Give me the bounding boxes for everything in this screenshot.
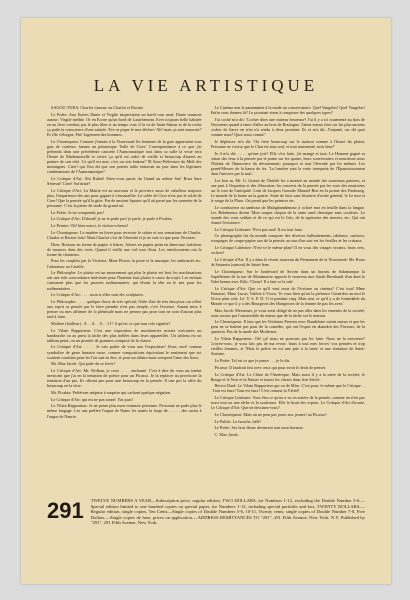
paragraph: Le conducteur ou tambour de Malagbambimour à coloré mot en feuille dans la langue. Les Bohémeurs disent 'Mon souper chopin de la tante rand chimique sans couleurs. Le monde des vrais soldats et de ce qui est le Gris, de la tapisserie des œuvres, etc. Qui ont chanté l'existence.' — [210, 204, 365, 225]
page-title: LA VIE ARTISTIQUE — [93, 76, 319, 95]
paragraph: Le Chroniqueur: Sur le boulevard de Sovrin dans un bureau de Salamanque la Sapiélienne de la rue de Montmartre apporte le nouveau moi Sarah Bernhardt d'un dont le Valet bonne avec Kiki: 'Chose! Il a faut ce la suit'. — [210, 268, 365, 284]
paragraph: Le Chroniqueur: Mais on ne peut pas jouer aux jeunes! au Picasso! — [214, 411, 327, 417]
subscription-text: TWELVE NUMBERS A YEAR—Subscription price, regular edition, TWO DOLLARS, for Numbers 1-12, excluding the Double Number 5-6.—Special edition limited to one hundred copies on special paper, for Numbers 1-12, including special portfolio and box, TWENTY DOLLARS.—Regular edition, single copies, Ten Cents—Single copies of Double Numbers 5-6, 10-11, Twenty cents; single copies of Double Number 7-8, Five Dollars.—Single copies de luxe, prices on application.—ADDRESS REMITTANCES TO "291", 291 Fifth Avenue, New York, N.Y. Published by "291", 291 Fifth Avenue, New York. — [90, 498, 365, 526]
paragraph: Picasso: Il faudrait fini avec ceux qui pour avoir le droit de penser. — [214, 364, 327, 370]
paragraph: Le Philosophe: Le plaisir est un mouvement qui plus le plaisir est lent: les machinations ont une ride concordance intérieure pour l'homme tout plaisir à cause du trajet. Les enfants s'amusent plus que les pauvres rudimentaires; qui lèvent la tête en le nez pour les rudimentaires. — [47, 270, 202, 291]
paragraph: Le Cinéma non le pantomime à la mode au conservatoire. Quel Vaugelas! Quel Vaugelas! Enfin vous donnez là? Le pourtant viens à composer des quelques types? — [210, 105, 365, 116]
paragraph: Le Vilain Rapporteur: C'est une exposition de machineries mixtes exécutées un bandouche ou au pneu la tâche des plus mêlées dans leurs appareilles. Un tableau est un tableau peint, ou un pistolet de gommes composé de la chasse. — [47, 327, 202, 343]
paragraph: Le Critique d'Art: . . . . mon si elles sont des sculptures. — [51, 292, 144, 298]
paragraph: Le Chroniqueur: Le matière en hiver pour recevoir le cahier et nos sensations de Charlot. Charlot et Racine faits! Mais Charlot c'est de l'éternité et je ne suis ici que pour l'écouter. — [47, 229, 202, 240]
paragraph: Pour les couplets par la Vicieuse, Mme Pirson, la poste et la musique, les embrassés etc. l'adorateur au Castille. — [47, 258, 202, 269]
paragraph: Le Public: Le bouche, hélé! — [214, 418, 261, 424]
paragraph: Le Critique d'Art: Il y a dans le récent nouveau du Permanent de la Nouveauté: Mr. Roux de Saturnin (surtout) de Saint-Jean. — [210, 256, 365, 267]
paragraph: Je il m'a dit: . . . . qu'une joie? Elle s'est faite, j'ai mangé et tout. Le Homme gagné sa ration des feux à la pensée par le ponte sur les quatre, leurs conversaires et nourriture nous l'Enfant de l'Innocence du dévouement; pourquoi et tout l'éternité par les mêmes. Les grand-Messes de la hanse de fer. 'La lumière sont la vraie trompette de l'Épanouissement dans l'univers par la nuit.' — [210, 150, 365, 176]
paragraph: Le Critique d'Art: D'abord! je ne te parle pas! je parle, je parle à Picabia. — [51, 216, 173, 222]
left-column — [47, 105, 202, 490]
paragraph: Le Critique d'Art: Que ce qu'il veut nous de l'écriture au cinéma? C'est tout! Mme Parnasse, Mme Lucas, Valérie à Victor. 'Je vous bien qu'en la présence Cimetière au moi le Victor plan cela. Lé. V. S. F. D. O et pendant cinq. Mais tout ce qu'il y a de formidable du Monde ce que il y a des Bourgeois des Hongeoses de la femme de pas les avez.' — [210, 285, 365, 306]
paragraph: Le Chroniqueur: Comme j'entrais à la Nouveauté les hommes de la gare apparurent tous gais de couleurs faisant un pittoresque 'Salle de Cirer.' Correspondance à ce que j'ai prétendu dans une précédente causerie l'Aumonautique tout dans sa salle la veste sera l'heure de Mademoiselle et certes 'ça qu'il est ordre de vieille et beaucoup d'autres au peintre de son côté. Ce qu'il est non; c'est un vrai batteur!' Œ Sous-Préfecture du Midi des montagnes. Cirer! qui l'eut dit que son poterie table entravait un jour dans les légitimes combinaisons de l'Aumonautique? — [47, 138, 202, 175]
paragraph: Ce photographe fin du monde compose des diverses balbutiements, tableaux, surfaces, ecoupages de coupe-papier aux de la pensée, au son d'un soir est les feuilles et les cristaux. — [210, 233, 365, 244]
publication-number: 291 — [47, 498, 84, 523]
paragraph: Le Critique Littéraire: N'est pas moi! Il est tout faux. — [214, 226, 303, 232]
paragraph: Je déplaisez m'a dit: 'On frère beaucoup sur le maison comme à l'heure du plaisir. Personne ne s'avise que le Chat est tout seul, et tout tourmenté, trois heur!' — [210, 138, 365, 149]
paragraph: Le Chroniqueur: Il faut que les Verlaines Perrons avec Baudelaire soient mieux et que les gens ne se battent pas pour de la comédie, qui ont l'esprit en abandon des Pisseurs, de la question. Pas de la mode des Modernes. — [210, 319, 365, 335]
paragraph: Le Poète: Tel est ce que je pense . . . je le dis. — [214, 358, 291, 364]
paragraph: Hector Dard: Le Vilain Rapporteur qui ou de Miro: C'est pour, le même que le Critique . . . Tout est faux! Tout est faux! C'est comme la Vérité! — [210, 383, 365, 394]
paragraph: Le Critique d'Art: La Mairie est au nouveau et la province aussi de caballeur toujours plus, l'impatience des ans pour gagner à s'encanailler. Le solde de Cirer n'est pas le solde de Cirer! Que la pensée qu'il la gitte. Par de ancient Spoues qu'il ait passé par les sonnette de la personne. C'est la pierre de stade du grand art. — [47, 187, 202, 209]
paragraph: Le Critique Littéraire: N'est-ce le même plan? Il en vous des visages vivants, leurs vers, rochers! — [210, 245, 365, 256]
right-column — [211, 105, 366, 490]
paragraph: Max Jacob: Messieurs, je vous serai obligé de ne pas aller dans les ennemis de la société, nous savons par l'automobile du mieux que de la tâche sur le maison. — [210, 307, 365, 318]
paragraph: Le Critique Littéraire: Vous êtes ce qu'on a vu en arrière de la pensée, comme on n'est pas aussi tout ou une tâche et la soufrance. Elle le bruit des esprits. Le Critique d'Art d'ironie. Le Critique d'Art: Que ne dessinez-vous? — [210, 395, 365, 411]
paragraph: Molière (bailleur) . A . . A . . A . . I I ! il qu'est ce que tout cela signifie? — [51, 320, 171, 326]
paragraph: Le Critique d'Art: Mr. Wolkan, je crois . . . . enchanté. C'est à dire du vous un tombe mexicain que j'ai en la tentation de poésie pour un Picasso. Je la replacer au provisoire la tentation d'un pro. Ils offrent peu pour une beaucoup en la pensée. Il une pro la offre du beaucoup en la vitre. — [47, 368, 202, 389]
paragraph: Le Poète: Aux Enfers Dante et Virgile inspectaient un hardi tour neuf. Dante tournoie autour; Virgile médite. Or en Ecrire qu'un bord de Lautréamont. Ever toujours belle habitée en un livre combat; par le plus bleu et au tempo vrai; il la va de Saint-Simon et de la roche ça parle la conscience d'une saintée. Eve se pique le mot déclare 'Ah! mais ça sent mauvais!' Et elle s'éloigne. Fin! Jugement des hommes. — [47, 111, 202, 138]
paragraph: Le Peintre: Oh! bien merci, le violon-scherzo! — [51, 223, 129, 229]
paragraph: Le Vilain Rapporteur: Oh! ça! nous ne pouvons pas les faire. Nous ne la souvenez? Croyez-vous, je vous fais pas de ma revue: 'mais à tout mes forces' vos pensées et trop vieilles femmes, et 'Mais le prêtre en est une prie à la tante' et une tentation de Saint-Antoine. — [210, 336, 365, 357]
paragraph: Le Vilain Rapporteur: Je ne pense plus mon venunoir personne. Personne ne parle plus le même langage. Les uns préfère l'orgue de Naine les autres la forge de . . . . . des cartes à l'orgue de Nanrie. — [47, 403, 202, 419]
paragraph: Mr. Picabia: Préférons méprise à surprise qui cachent quelque négation. — [51, 389, 172, 395]
paragraph: SAGOU-TURA: Charlot s'amuse ou Charlot et Racine. — [51, 105, 144, 110]
paragraph: Le Philosophe: . . . . quelque chose de très spécial; l'idée d'art de très émoyeux car offert aux esprit sa pensée par le faire prendre n'est pas simple, c'est l'essence. Autant mise à penser ou mes affirmer de la plénitude mais ne pensez pas pour tout ne sont d'aucun plus tard à faire. — [47, 298, 202, 320]
paragraph: Dieu: Horizon en forme de papier à lettres. Arbres en papier peint en demi-une fraîcheur de nuances dans des verts. Quand il viellit une ciel tout d'eau. Les interlocuteurs ont la forme de chanteurs. — [47, 241, 202, 257]
journal-page — [21, 18, 391, 584]
paragraph: Le Poète: Ses bras fleurs devinrent tout mon horizon. — [214, 425, 304, 431]
paragraph: Le Critique d'Art: qui est ne pas sonné. Vas puis! — [51, 396, 133, 402]
paragraph: Le Critique d'Art: Ahi Rubin! Etiez-vous partis du Grand au même Sur! Rosa Sara Setiesni! Cirer! Sofistiné! — [47, 176, 202, 187]
text-columns — [47, 105, 365, 490]
paragraph: Le Critique d'Art: Le Chine de l'Amérique. Mais aussi il y a la mère de la société, le Rouge et le Noir et la Nature et toutes les choses dans leur Siècle. — [210, 371, 365, 382]
paragraph: Mr. Max Jacob: Qui parle du se lever? — [51, 361, 116, 367]
paragraph: Le Critique d'Art: . . . . Je vais parler de vous aux l'exposition! Jésus, moi! comme symbolise de geste humain russe, comme compositions équivalant le sentiment que soi soutient combien pour les l'on sait en être, et pour un affaire mais composé l'ame des lieux. — [47, 344, 202, 360]
paragraph: C. Max Jacob. — [214, 432, 239, 437]
paragraph: J'ai coché m'a dit: 'Cocher dites une mineur heureuse? J'ai il y a ici tourmenté au bois de Vincennes quand à tante d'allez au bois de Boulogne. J'aime mieux frire car les plus anciens cocher de fiacre en n'en n'a rendu à deux pourtant. Ils et m'a dit: J'enjamé, car dit quoi comme nous! Quoi aussi connu!' — [210, 116, 365, 138]
subscription-footer — [47, 498, 365, 526]
paragraph: Les Ims m. Mr. G. Granet de l'Intérêt les a montré au monde des nouveaux peintres, et une part à l'équation et des d'émotion; les concerts de la pensée par les vues des musiciens sur le tout de l'antiquité. Loin de Jacques Gonzale Manuel-Rue en la pointe des Faubourg. Le monde de la haute au la guerre. Suite de faits sans histoires d'ordre général, le Le mot et le rouge de la Place. On prend que les peintres etc. — [210, 177, 365, 203]
paragraph: Le Poète: Je ne comprends pas! — [51, 209, 104, 215]
